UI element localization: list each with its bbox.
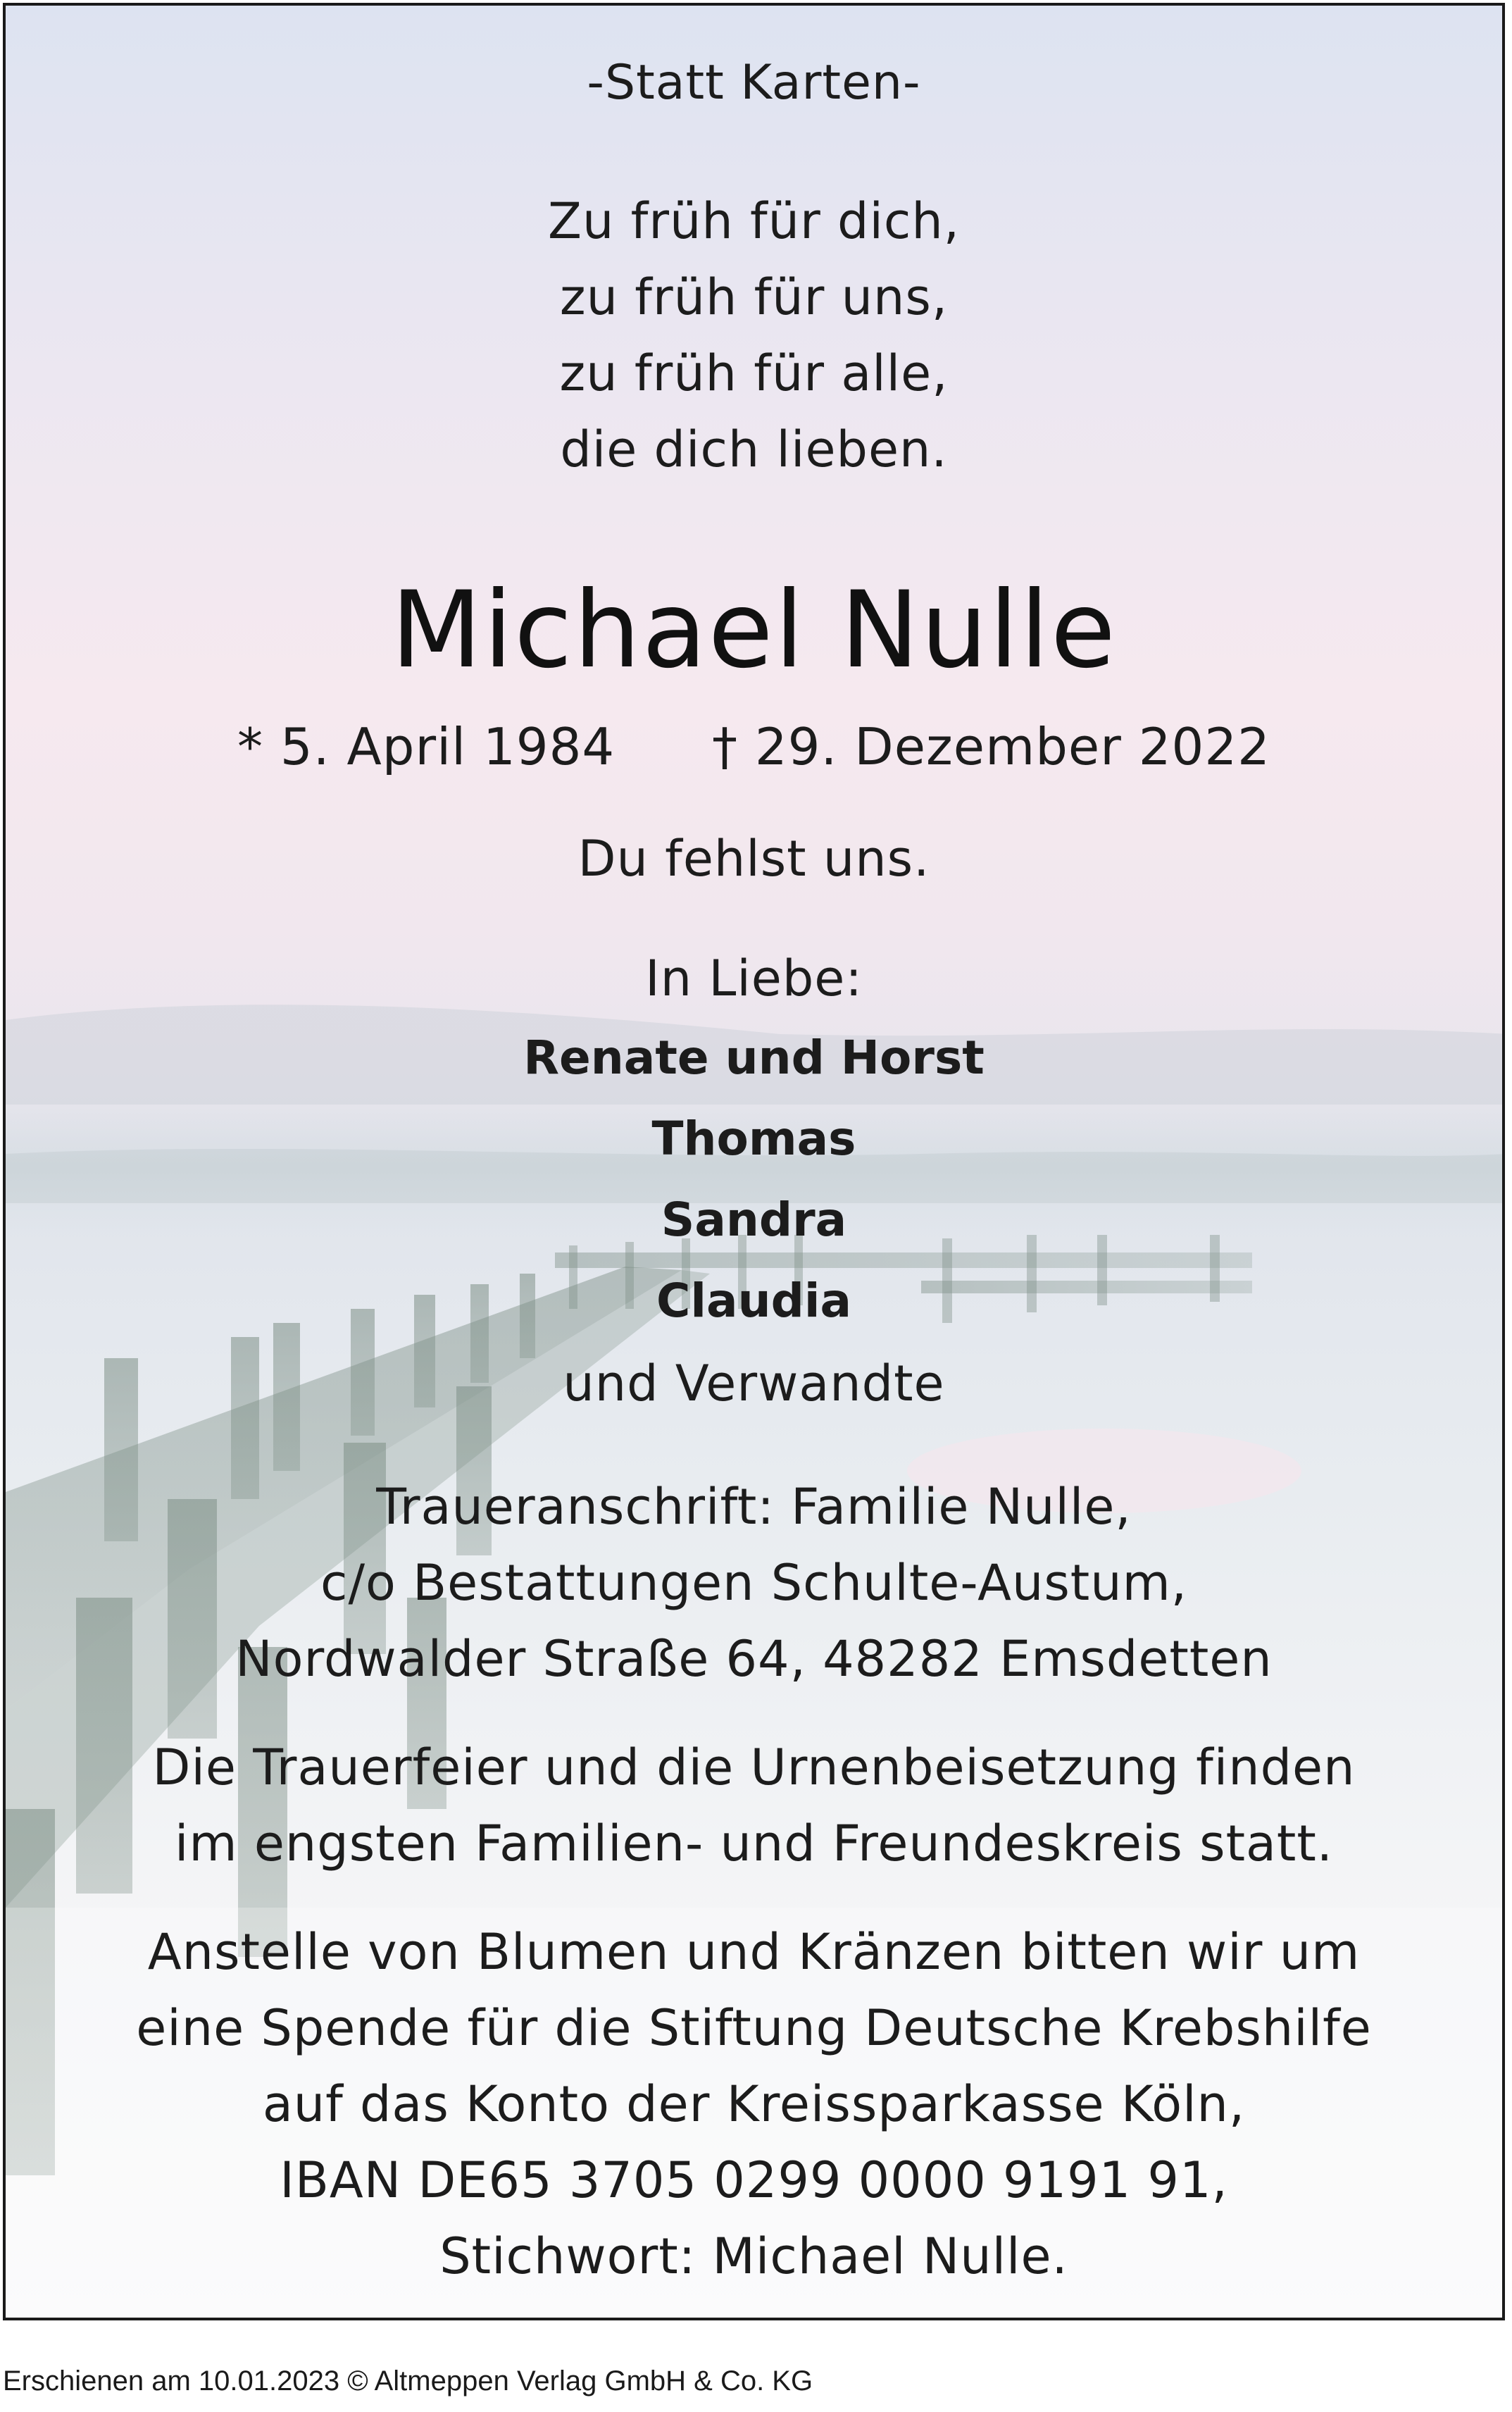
- relatives: und Verwandte: [563, 1355, 945, 1412]
- address-line-1: Traueranschrift: Familie Nulle,: [376, 1478, 1132, 1536]
- address-line-2: c/o Bestattungen Schulte-Austum,: [320, 1554, 1188, 1612]
- publication-footer: Erschienen am 10.01.2023 © Altmeppen Verlag GmbH & Co. KG: [3, 2366, 813, 2397]
- verse-line-1: Zu früh für dich,: [548, 192, 960, 250]
- verse-line-4: die dich lieben.: [560, 421, 948, 478]
- mourner-4: Claudia: [656, 1274, 851, 1328]
- donation-line-5: Stichwort: Michael Nulle.: [439, 2227, 1068, 2285]
- donation-line-2: eine Spende für die Stiftung Deutsche Krebshilfe: [136, 1999, 1372, 2057]
- statt-karten-heading: -Statt Karten-: [587, 55, 921, 111]
- message: Du fehlst uns.: [577, 830, 930, 888]
- verse-line-3: zu früh für alle,: [559, 344, 949, 402]
- deceased-name: Michael Nulle: [390, 569, 1118, 692]
- donation-line-4: IBAN DE65 3705 0299 0000 9191 91,: [280, 2151, 1228, 2209]
- death-date: † 29. Dezember 2022: [711, 717, 1270, 776]
- life-dates: [6, 717, 1502, 776]
- mourner-1: Renate und Horst: [523, 1031, 985, 1085]
- birth-date: * 5. April 1984: [237, 717, 616, 776]
- mourner-2: Thomas: [651, 1112, 856, 1166]
- love-intro: In Liebe:: [645, 950, 863, 1007]
- ceremony-line-1: Die Trauerfeier und die Urnenbeisetzung finden: [152, 1739, 1356, 1796]
- address-line-3: Nordwalder Straße 64, 48282 Emsdetten: [235, 1630, 1273, 1688]
- mourner-3: Sandra: [661, 1193, 847, 1247]
- donation-line-3: auf das Konto der Kreissparkasse Köln,: [262, 2075, 1246, 2133]
- verse-line-2: zu früh für uns,: [559, 268, 949, 326]
- notice-text: [6, 6, 1502, 2318]
- donation-line-1: Anstelle von Blumen und Kränzen bitten wir um: [147, 1923, 1361, 1981]
- obituary-card: [3, 3, 1505, 2320]
- ceremony-line-2: im engsten Familien- und Freundeskreis statt.: [174, 1815, 1334, 1872]
